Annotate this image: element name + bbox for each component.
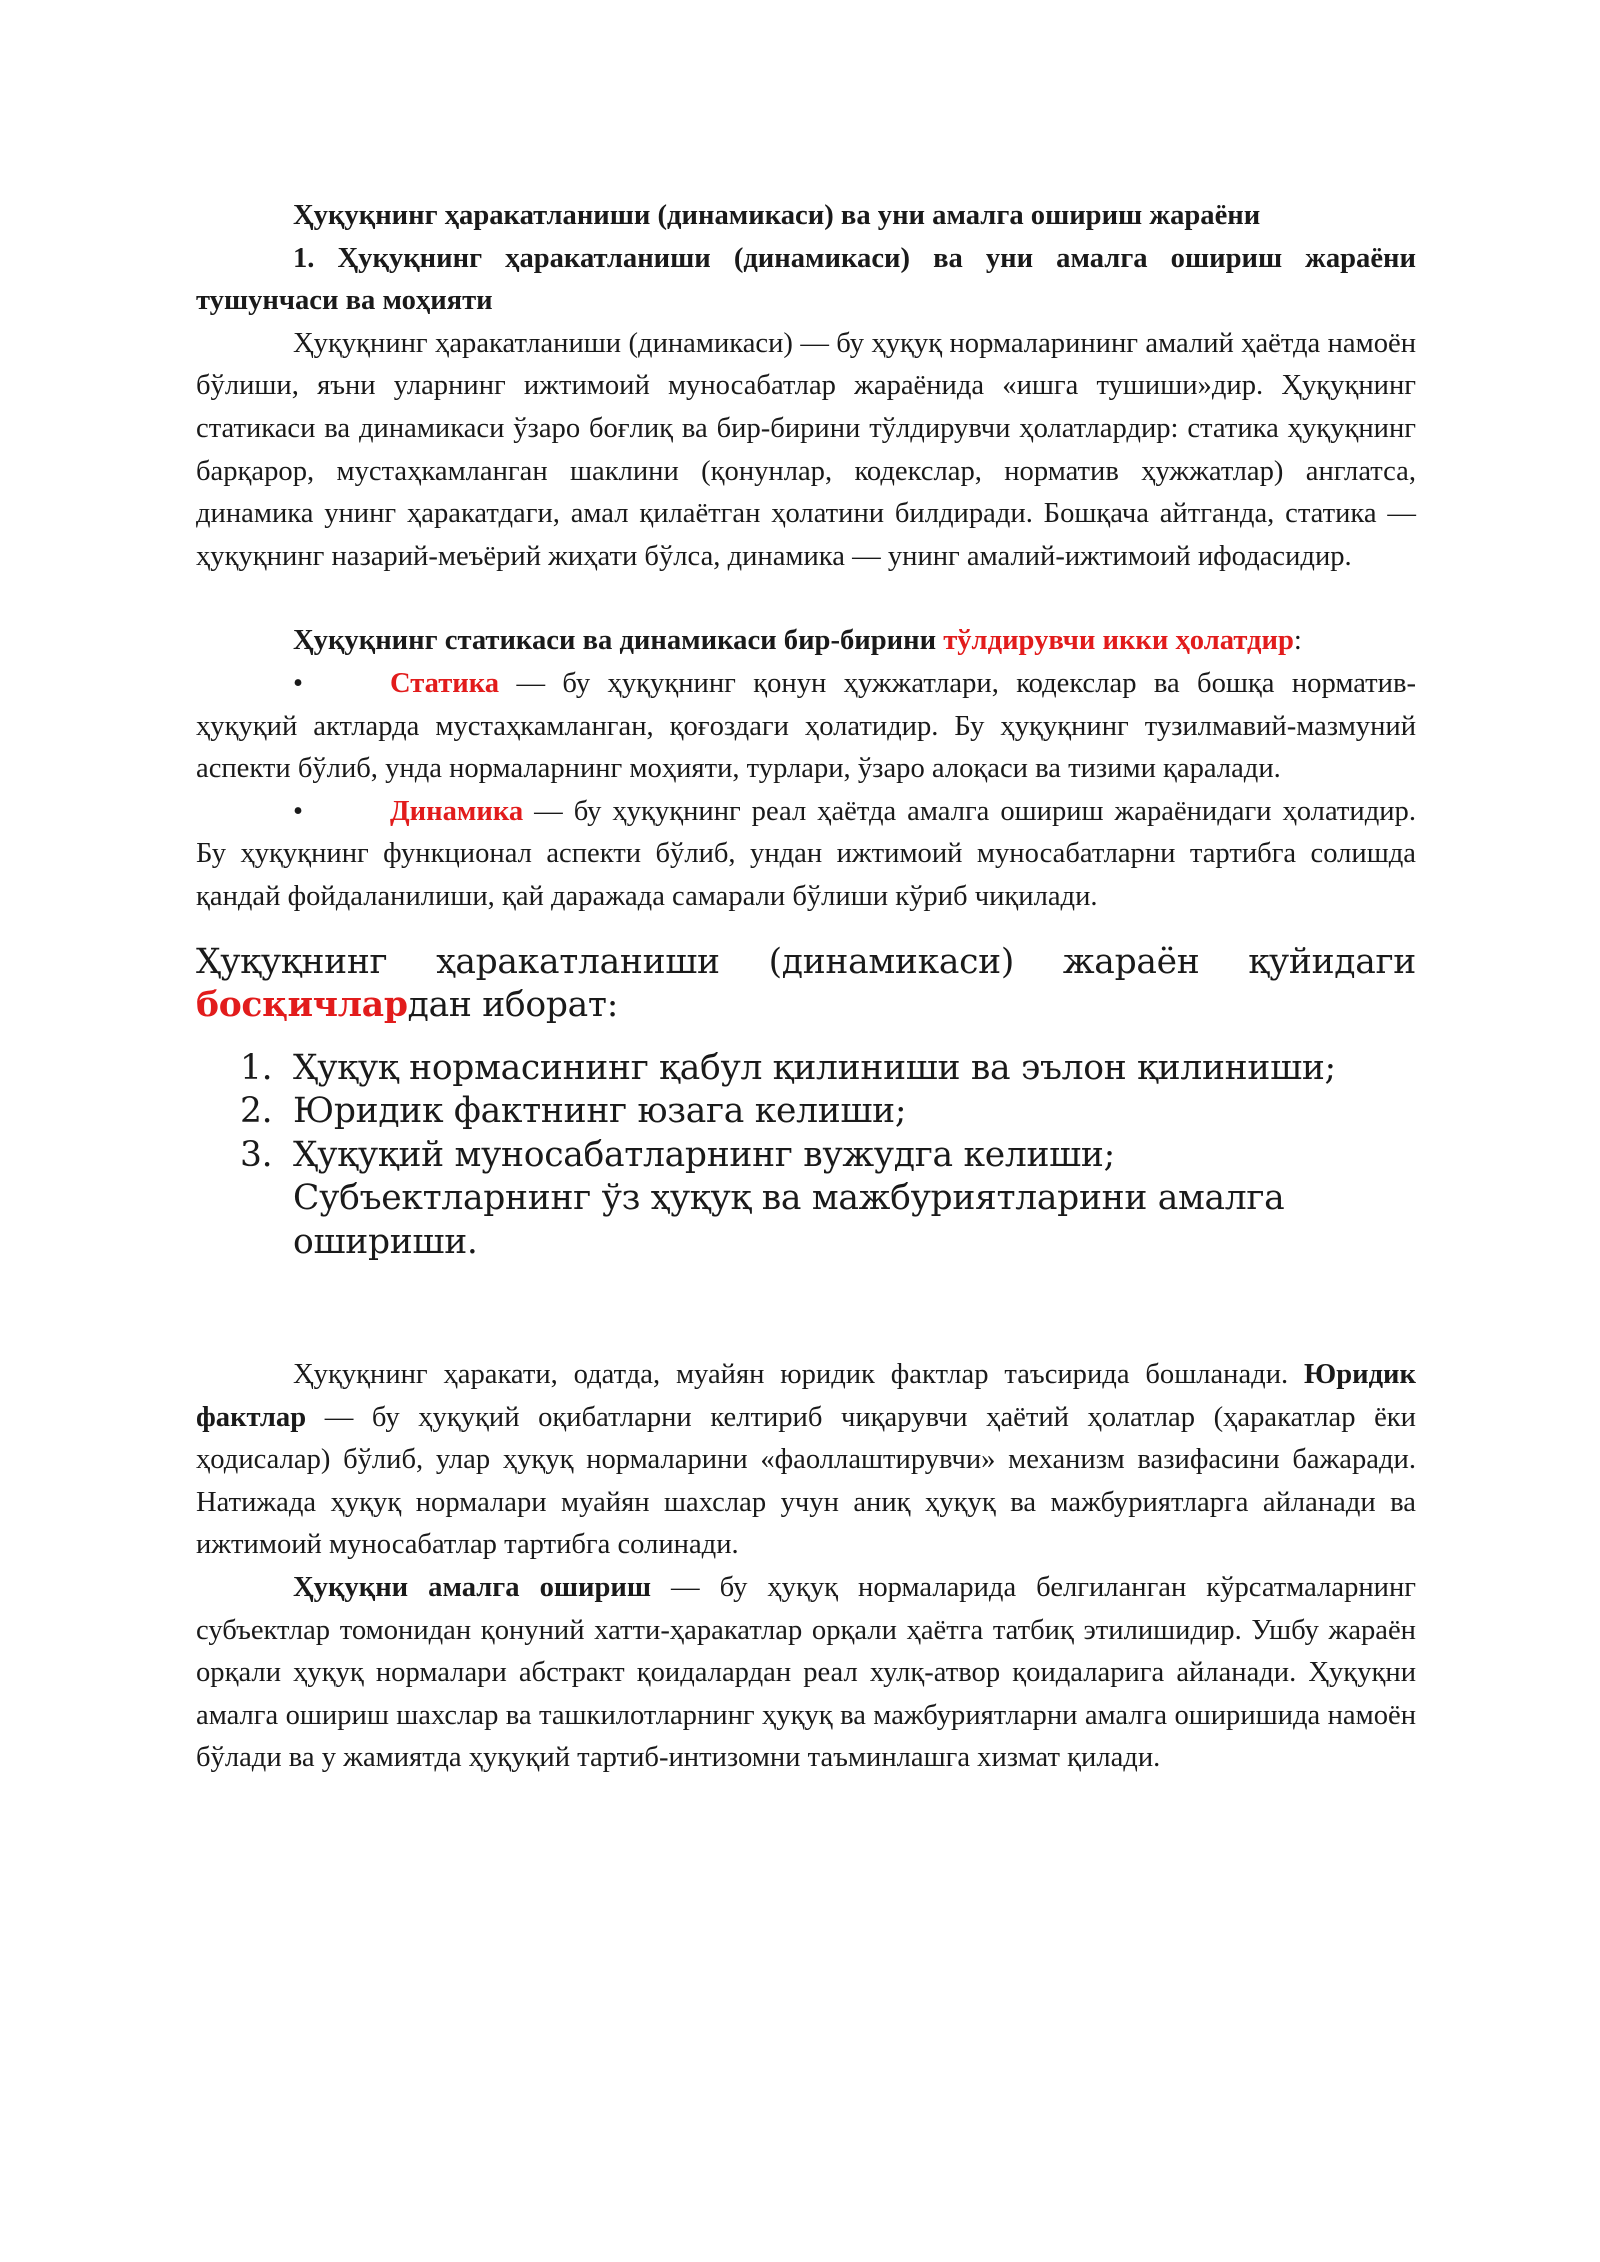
legal-facts-lead: Ҳуқуқнинг ҳаракати, одатда, муайян юридик фактлар таъсирида бошланади. — [293, 1359, 1304, 1390]
list-item — [196, 1177, 1416, 1264]
realization-paragraph — [196, 1567, 1416, 1780]
intro-paragraph: Ҳуқуқнинг ҳаракатланиши (динамикаси) — бу ҳуқуқ нормаларининг амалий ҳаётда намоён бўлиши, яъни уларнинг ижтимоий муносабатлар жараёнида «ишга тушиши»дир. Ҳуқуқнинг статикаси ва динамикаси ўзаро боғлиқ ва бир-бирини тўлдирувчи ҳолатлардир: статика ҳуқуқнинг барқарор, мустаҳкамланган шаклини (қонунлар, кодекслар, норматив ҳужжатлар) англатса, динамика унинг ҳаракатдаги, амал қилаётган ҳолатини билдиради. Бошқача айтганда, статика — ҳуқуқнинг назарий-меъёрий жиҳати бўлса, динамика — унинг амалий-ижтимоий ифодасидир. — [196, 327, 1416, 572]
complement-statement — [196, 620, 1416, 663]
bullet-text-statics: — бу ҳуқуқнинг қонун ҳужжатлари, кодекслар ва бошқа норматив-ҳуқуқий актларда мустаҳкамланган, қоғоздаги ҳолатидир. Бу ҳуқуқнинг тузилмавий-мазмуний аспекти бўлиб, унда нормаларнинг моҳияти, турлари, ўзаро алоқаси ва тизими қаралади. — [196, 667, 1416, 785]
legal-facts-text: — бу ҳуқуқий оқибатларни келтириб чиқарувчи ҳаётий ҳолатлар (ҳаракатлар ёки ҳодисалар) бўлиб, улар ҳуқуқ нормаларини «фаоллаштирувчи» механизм вазифасини бажаради. Натижада ҳуқуқ нормалари муайян шахслар учун аниқ ҳуқуқ ва мажбуриятларга айланади ва ижтимоий муносабатлар тартибга солинади. — [196, 1401, 1416, 1561]
stages-intro — [196, 941, 1416, 1027]
complement-highlight: тўлдирувчи икки ҳолатдир — [943, 625, 1294, 657]
bullet-term-statics: Статика — [390, 667, 500, 699]
bullet-dynamics — [196, 791, 1416, 919]
complement-lead: Ҳуқуқнинг статикаси ва динамикаси бир-бирини — [293, 625, 944, 657]
bullet-marker: • — [293, 667, 304, 699]
list-item — [196, 1047, 1416, 1091]
document-title: Ҳуқуқнинг ҳаракатланиши (динамикаси) ва уни амалга ошириш жараёни — [293, 200, 1261, 231]
complement-tail: : — [1293, 625, 1302, 657]
bullet-statics — [196, 663, 1416, 791]
stages-list — [196, 1047, 1416, 1265]
bullet-text-dynamics: — бу ҳуқуқнинг реал ҳаётда амалга ошириш жараёнидаги ҳолатидир. Бу ҳуқуқнинг функционал аспекти бўлиб, ундан ижтимоий муносабатларни тартибга солишда қандай фойдаланилиши, қай даражада самарали бўлиши кўриб чиқилади. — [196, 795, 1416, 912]
list-item-text: Ҳуқуқ нормасининг қабул қилиниши ва эълон қилиниши; — [293, 1047, 1336, 1088]
list-item-text: Юридик фактнинг юзага келиши; — [293, 1091, 907, 1131]
list-item — [196, 1134, 1416, 1178]
stages-intro-lead: Ҳуқуқнинг ҳаракатланиши (динамикаси) жараён қуйидаги — [196, 941, 1416, 982]
list-item — [196, 1090, 1416, 1134]
stages-intro-highlight: босқичлар — [196, 984, 408, 1025]
document-page — [196, 195, 1416, 1780]
stages-intro-tail: дан иборат: — [407, 984, 619, 1025]
list-item-number: 3. — [240, 1134, 273, 1175]
list-item-text: Ҳуқуқий муносабатларнинг вужудга келиши; — [293, 1134, 1115, 1175]
realization-text: — бу ҳуқуқ нормаларида белгиланган кўрсатмаларнинг субъектлар томонидан қонуний хатти-ҳаракатлар орқали ҳаётга татбиқ этилишидир. Ушбу жараён орқали ҳуқуқ нормалари абстракт қоидалардан реал хулқ-атвор қоидаларига айланади. Ҳуқуқни амалга ошириш шахслар ва ташкилотларнинг ҳуқуқ ва мажбуриятларни амалга оширишида намоён бўлади ва у жамиятда ҳуқуқий тартиб-интизомни таъминлашга хизмат қилади. — [196, 1571, 1416, 1774]
legal-facts-paragraph — [196, 1354, 1416, 1567]
bullet-term-dynamics: Динамика — [390, 795, 524, 827]
bullet-marker: • — [293, 795, 304, 827]
list-item-number: 1. — [240, 1047, 273, 1088]
legal-facts-term: Юридик фактлар — [196, 1359, 1416, 1433]
list-item-number: 2. — [240, 1091, 273, 1131]
list-item-text: Субъектларнинг ўз ҳуқуқ ва мажбуриятларини амалга ошириши. — [293, 1178, 1285, 1262]
section-heading: 1. Ҳуқуқнинг ҳаракатланиши (динамикаси) ва уни амалга ошириш жараёни тушунчаси ва моҳияти — [196, 242, 1416, 317]
realization-term: Ҳуқуқни амалга ошириш — [293, 1571, 652, 1603]
